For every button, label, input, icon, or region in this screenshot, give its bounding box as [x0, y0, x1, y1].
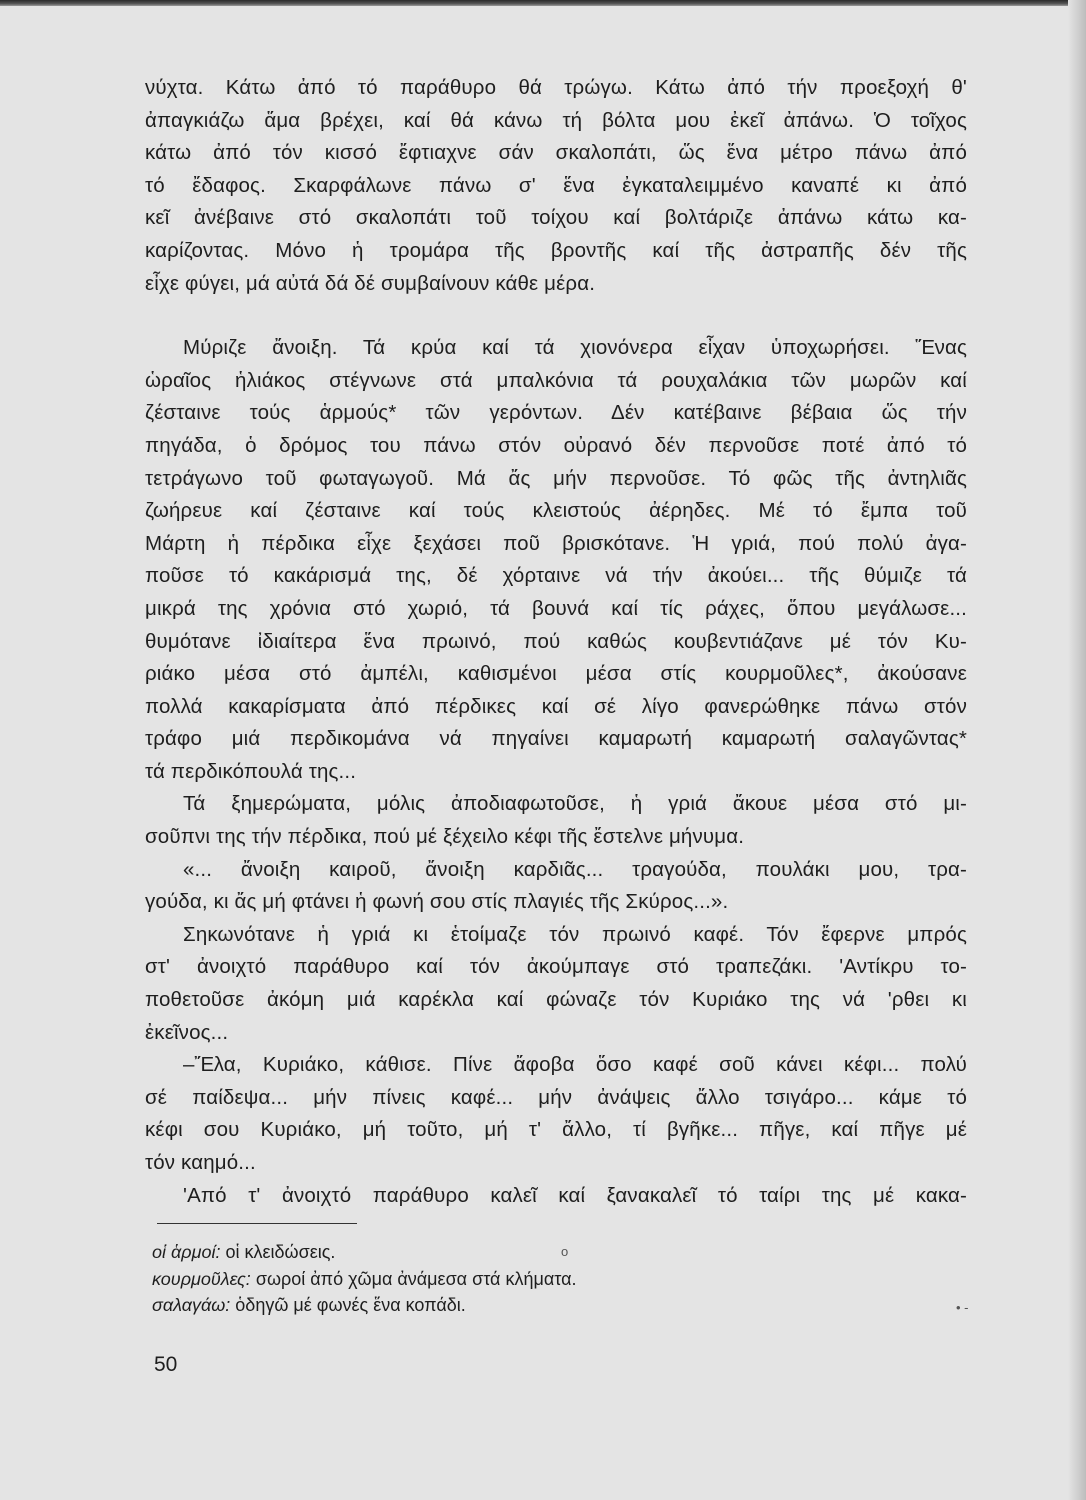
text-line: σοῦπνι της τήν πέρδικα, πού μέ ξέχειλο κέφι τῆς ἔστελνε μήνυμα. — [145, 825, 745, 849]
text-line: Τά ξημερώματα, μόλις ἀποδιαφωτοῦσε, ἡ γριά ἄκουε μέσα στό μι- — [183, 792, 967, 816]
paragraph-1 — [145, 72, 967, 300]
text-line: ἐκεῖνος... — [145, 1020, 229, 1044]
text-line: ἀπαγκιάζω ἅμα βρέχει, καί θά κάνω τή βόλτα μου ἐκεῖ ἀπάνω. Ὁ τοῖχος — [145, 108, 967, 132]
footnote-1 — [152, 1239, 852, 1266]
paragraph-2 — [145, 332, 967, 788]
footnotes — [152, 1239, 852, 1319]
text-line: τράφο μιά περδικομάνα νά πηγαίνει καμαρωτή καμαρωτή σαλαγῶντας* — [145, 727, 967, 751]
text-line: πολλά κακαρίσματα ἀπό πέρδικες καί σέ λίγο φανερώθηκε πάνω στόν — [145, 694, 967, 718]
footnote-term: σαλαγάω: — [152, 1295, 231, 1315]
text-line: τετράγωνο τοῦ φωταγωγοῦ. Μά ἄς μήν περνοῦσε. Τό φῶς τῆς ἀντηλιᾶς — [145, 466, 967, 490]
text-line: ὡραῖος ἡλιάκος στέγνωνε στά μπαλκόνια τά ρουχαλάκια τῶν μωρῶν καί — [145, 368, 967, 392]
footnote-term: οἱ ἁρμοί: — [152, 1242, 221, 1262]
text-line: ριάκο μέσα στό ἀμπέλι, καθισμένοι μέσα στίς κουρμοῦλες*, ἀκούσανε — [145, 662, 967, 686]
scan-page-gutter — [1068, 0, 1086, 1500]
footnote-definition: οἱ κλειδώσεις. — [225, 1242, 336, 1262]
page-number: 50 — [154, 1353, 178, 1376]
text-line: Μύριζε ἄνοιξη. Τά κρύα καί τά χιονόνερα εἶχαν ὑποχωρήσει. Ἕνας — [183, 336, 967, 360]
stray-print-mark: o — [561, 1244, 569, 1259]
footnote-definition: σωροί ἀπό χῶμα ἀνάμεσα στά κλήματα. — [255, 1268, 577, 1289]
footnote-divider — [157, 1223, 357, 1224]
book-page-body — [145, 72, 967, 1212]
text-line: ζωήρευε καί ζέσταινε καί τούς κλειστούς ἀέρηδες. Μέ τό ἔμπα τοῦ — [145, 499, 967, 523]
text-line: Μάρτη ἡ πέρδικα εἶχε ξεχάσει ποῦ βρισκότανε. Ἡ γριά, πού πολύ ἀγα- — [145, 531, 967, 555]
text-line: τόν καημό... — [145, 1151, 256, 1174]
text-line: σέ παίδεψα... μήν πίνεις καφέ... μήν ἀνάψεις ἄλλο τσιγάρο... κάμε τό — [145, 1085, 967, 1109]
text-line: νύχτα. Κάτω ἀπό τό παράθυρο θά τρώγω. Κάτω ἀπό τήν προεξοχή θ' — [145, 76, 967, 99]
text-line: μικρά της χρόνια στό χωριό, τά βουνά καί τίς ράχες, ὅπου μεγάλωσε... — [145, 596, 967, 620]
text-line: ποθετοῦσε ἀκόμη μιά καρέκλα καί φώναζε τόν Κυριάκο της νά 'ρθει κι — [145, 988, 967, 1012]
text-line: θυμότανε ἰδιαίτερα ἕνα πρωινό, πού καθώς κουβεντιάζανε μέ τόν Κυ- — [145, 629, 967, 653]
paragraph-3 — [145, 788, 967, 853]
stray-print-mark: • ‐ — [956, 1300, 969, 1315]
paragraph-6 — [145, 1049, 967, 1179]
footnote-2 — [152, 1266, 852, 1293]
text-line: ζέσταινε τούς ἁρμούς* τῶν γερόντων. Δέν κατέβαινε βέβαια ὥς τήν — [145, 401, 967, 425]
text-line: γούδα, κι ἄς μή φτάνει ἡ φωνή σου στίς πλαγιές τῆς Σκύρος...». — [145, 890, 729, 914]
text-line: στ' ἀνοιχτό παράθυρο καί τόν ἀκούμπαγε στό τραπεζάκι. 'Αντίκρυ το- — [145, 955, 967, 979]
text-line: «... ἄνοιξη καιροῦ, ἄνοιξη καρδιᾶς... τραγούδα, πουλάκι μου, τρα- — [183, 857, 967, 881]
text-line: Σηκωνότανε ἡ γριά κι ἑτοίμαζε τόν πρωινό καφέ. Τόν ἔφερνε μπρός — [183, 922, 967, 946]
text-line: ποῦσε τό κακάρισμά της, δέ χόρταινε νά τήν ἀκούει... τῆς θύμιζε τά — [145, 564, 967, 588]
paragraph-4 — [145, 854, 967, 919]
text-line: πηγάδα, ὁ δρόμος του πάνω στόν οὐρανό δέν περνοῦσε ποτέ ἀπό τό — [145, 433, 967, 457]
footnote-term: κουρμοῦλες: — [152, 1268, 251, 1289]
text-line: 'Από τ' ἀνοιχτό παράθυρο καλεῖ καί ξανακαλεῖ τό ταίρι της μέ κακα- — [183, 1183, 967, 1207]
text-line: –Ἔλα, Κυριάκο, κάθισε. Πίνε ἄφοβα ὅσο καφέ σοῦ κάνει κέφι... πολύ — [183, 1053, 967, 1077]
text-line: κέφι σου Κυριάκο, μή τοῦτο, μή τ' ἄλλο, τί βγῆκε... πῆγε, καί πῆγε μέ — [145, 1118, 967, 1142]
text-line: κεῖ ἀνέβαινε στό σκαλοπάτι τοῦ τοίχου καί βολτάριζε ἀπάνω κάτω κα- — [145, 206, 967, 230]
paragraph-5 — [145, 919, 967, 1049]
footnote-3 — [152, 1292, 852, 1319]
paragraph-7 — [145, 1180, 967, 1213]
text-line: εἶχε φύγει, μά αὐτά δά δέ συμβαίνουν κάθε μέρα. — [145, 271, 596, 295]
text-line: καρίζοντας. Μόνο ἡ τρομάρα τῆς βροντῆς καί τῆς ἀστραπῆς δέν τῆς — [145, 238, 967, 262]
footnote-definition: ὁδηγῶ μέ φωνές ἕνα κοπάδι. — [235, 1295, 466, 1315]
scan-top-edge — [0, 0, 1086, 6]
text-line: τό ἔδαφος. Σκαρφάλωνε πάνω σ' ἕνα ἐγκαταλειμμένο καναπέ κι ἀπό — [145, 173, 967, 197]
text-line: τά περδικόπουλά της... — [145, 759, 357, 783]
text-line: κάτω ἀπό τόν κισσό ἔφτιαχνε σάν σκαλοπάτι, ὥς ἕνα μέτρο πάνω ἀπό — [145, 141, 967, 165]
